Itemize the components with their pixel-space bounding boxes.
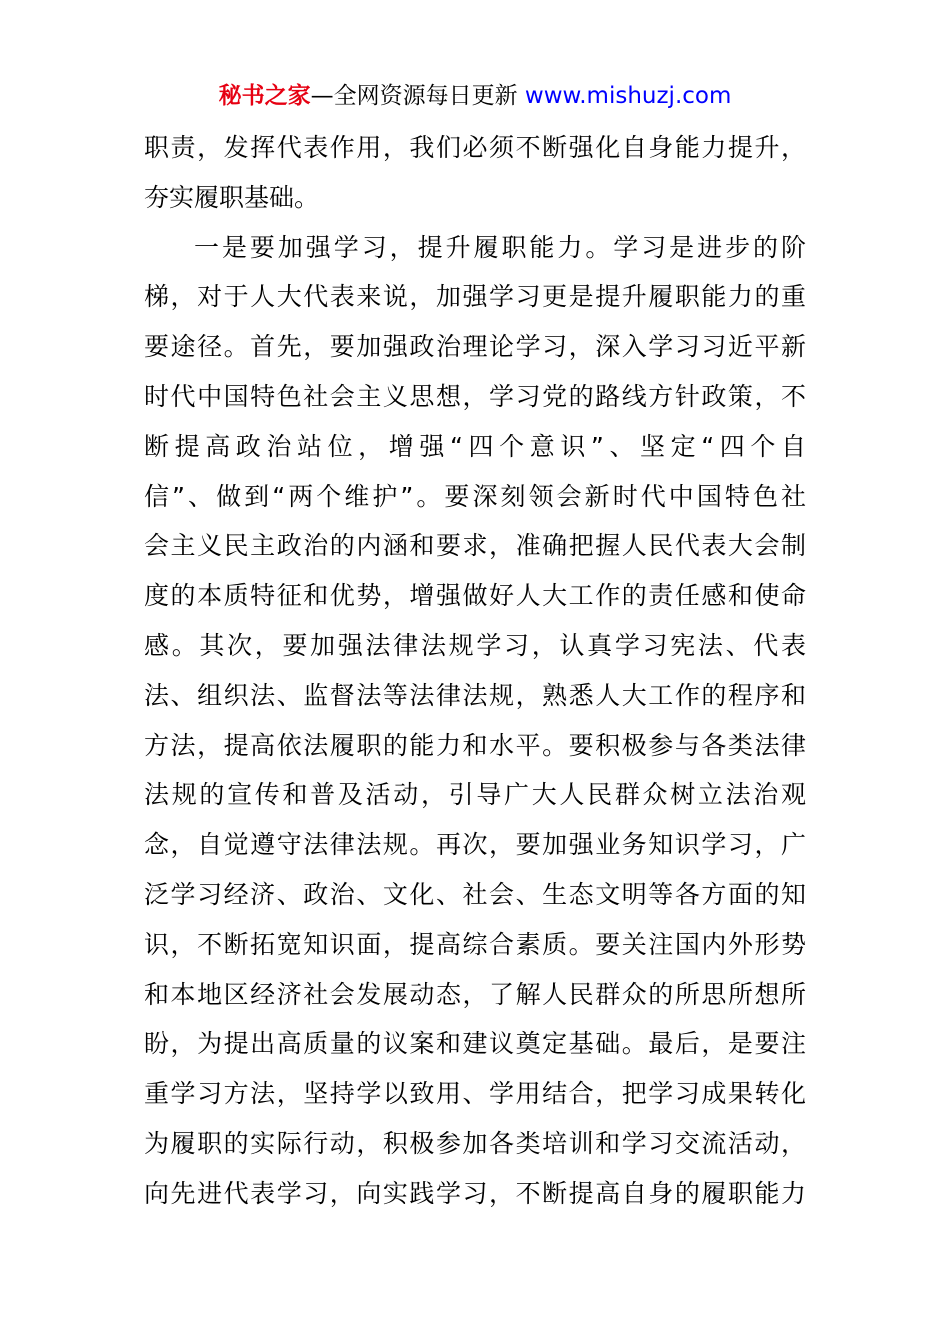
text-line: 夯实履职基础。 xyxy=(144,182,320,212)
text-line: 向先进代表学习，向实践学习，不断提高自身的履职能力 xyxy=(144,1178,806,1208)
site-url: www.mishuzj.com xyxy=(524,83,732,109)
text-line: 重学习方法，坚持学以致用、学用结合，把学习成果转化 xyxy=(144,1079,806,1109)
text-line: 度的本质特征和优势，增强做好人大工作的责任感和使命 xyxy=(144,581,806,611)
text-line: 法、组织法、监督法等法律法规，熟悉人大工作的程序和 xyxy=(144,680,806,710)
brand-name: 秘书之家 xyxy=(218,83,311,109)
text-line: 会主义民主政治的内涵和要求，准确把握人民代表大会制 xyxy=(144,531,806,561)
text-line: 为履职的实际行动，积极参加各类培训和学习交流活动， xyxy=(144,1128,806,1158)
page-header xyxy=(0,78,950,114)
text-line: 念，自觉遵守法律法规。再次，要加强业务知识学习，广 xyxy=(144,830,806,860)
document-body xyxy=(144,123,806,1219)
header-tagline: —全网资源每日更新 xyxy=(310,83,518,109)
text-line: 感。其次，要加强法律法规学习，认真学习宪法、代表 xyxy=(144,630,806,660)
text-line: 时代中国特色社会主义思想，学习党的路线方针政策，不 xyxy=(144,381,806,411)
text-line: 方法，提高依法履职的能力和水平。要积极参与各类法律 xyxy=(144,730,806,760)
text-line: 和本地区经济社会发展动态，了解人民群众的所思所想所 xyxy=(144,979,806,1009)
text-line: 法规的宣传和普及活动，引导广大人民群众树立法治观 xyxy=(144,780,806,810)
text-line: 梯，对于人大代表来说，加强学习更是提升履职能力的重 xyxy=(144,282,806,312)
text-line: 泛学习经济、政治、文化、社会、生态文明等各方面的知 xyxy=(144,879,806,909)
text-line: 要途径。首先，要加强政治理论学习，深入学习习近平新 xyxy=(144,332,806,362)
text-line: 识，不断拓宽知识面，提高综合素质。要关注国内外形势 xyxy=(144,929,806,959)
text-line: 职责，发挥代表作用，我们必须不断强化自身能力提升， xyxy=(144,133,806,162)
text-line: 信”、做到“两个维护”。要深刻领会新时代中国特色社 xyxy=(144,481,806,511)
text-line: 盼，为提出高质量的议案和建议奠定基础。最后，是要注 xyxy=(144,1029,806,1059)
paragraph-first-line: 一是要加强学习，提升履职能力。学习是进步的阶 xyxy=(194,232,806,262)
text-line: 断提高政治站位，增强“四个意识”、坚定“四个自 xyxy=(144,431,806,461)
